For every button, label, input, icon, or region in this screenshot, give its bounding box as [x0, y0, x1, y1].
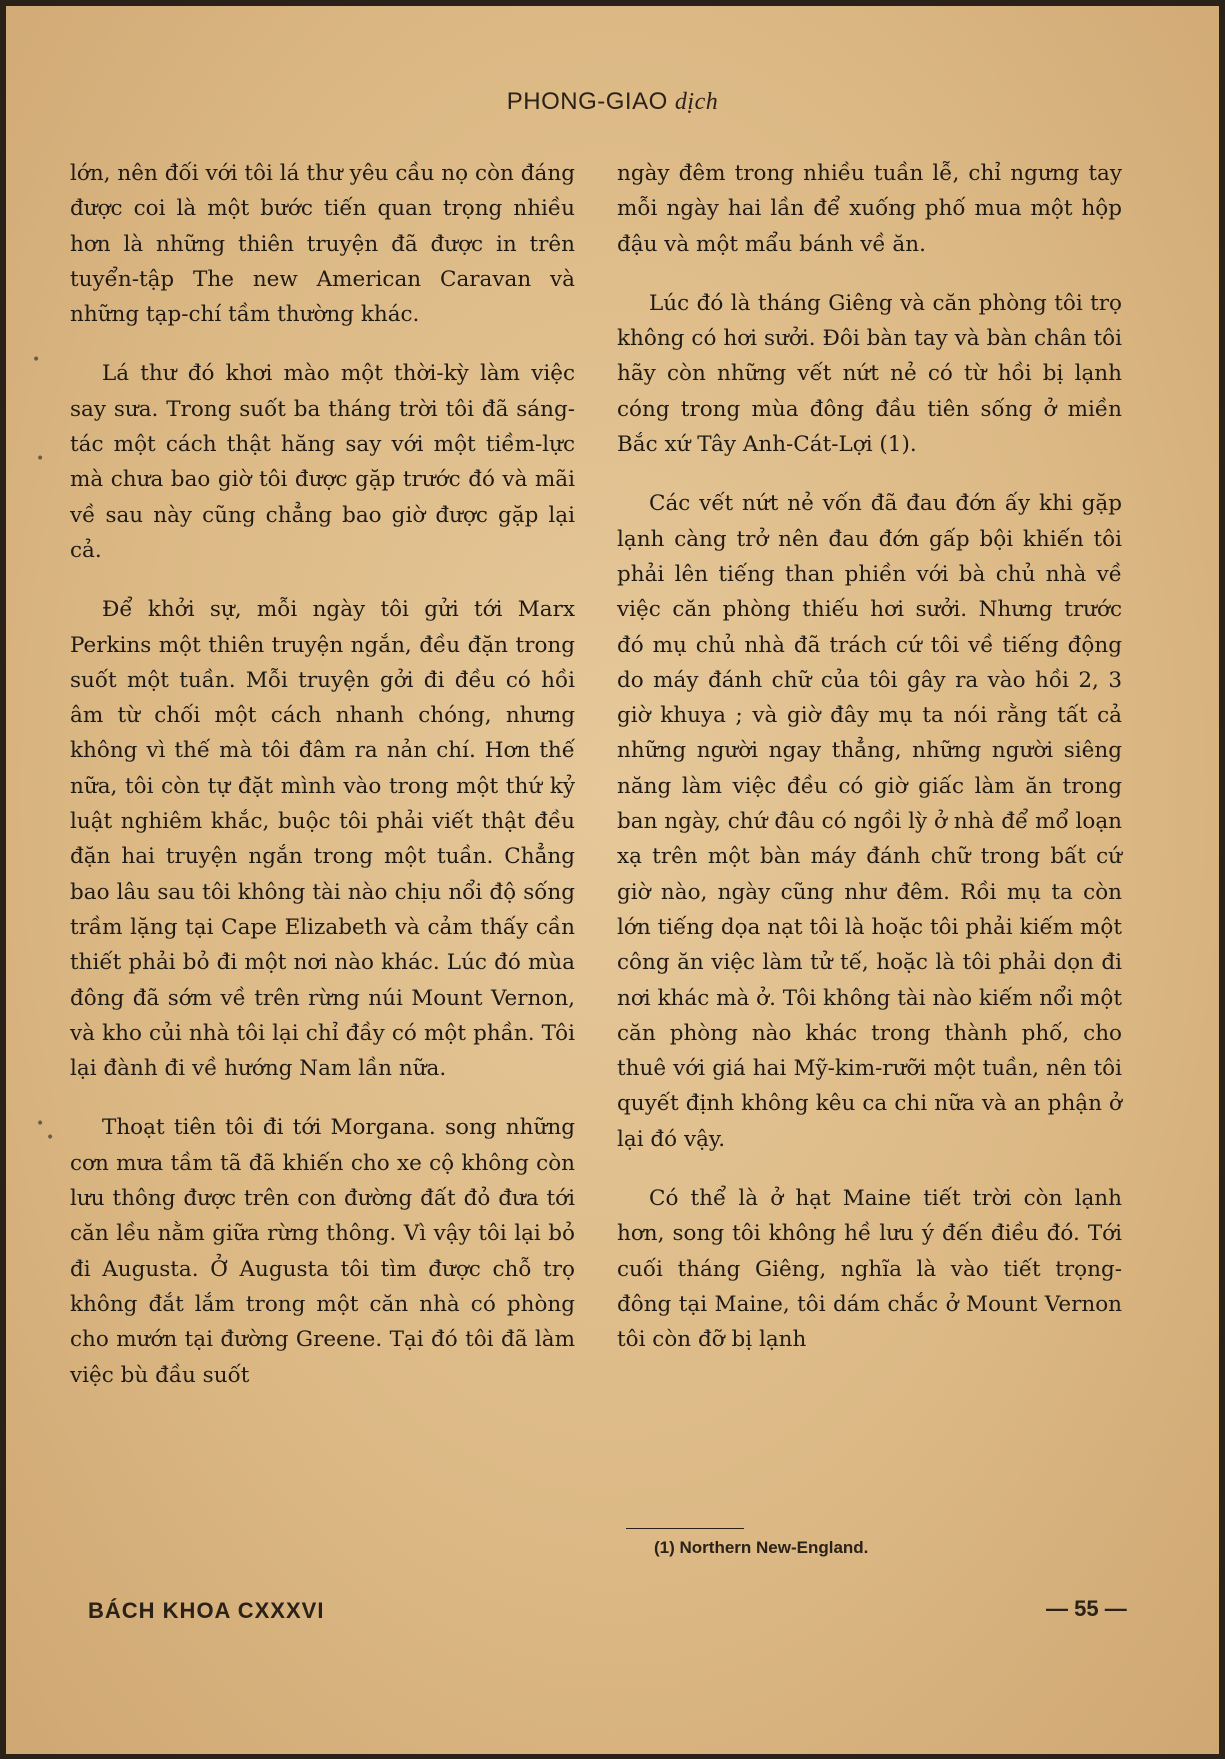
paragraph: Các vết nứt nẻ vốn đã đau đớn ấy khi gặp lạnh càng trở nên đau đớn gấp bội khiến tôi phải lên tiếng than phiền với bà chủ nhà về việc căn phòng thiếu hơi sưởi. Nhưng trước đó mụ chủ nhà đã trách cứ tôi về tiếng động do máy đánh chữ của tôi gây ra vào hồi 2, 3 giờ khuya ; và giờ đây mụ ta nói rằng tất cả những người ngay thẳng, những người siêng năng làm việc đều có giờ giấc làm ăn trong ban ngày, chứ đâu có ngồi lỳ ở nhà để mổ loạn xạ trên một bàn máy đánh chữ trong bất cứ giờ nào, ngày cũng như đêm. Rồi mụ ta còn lớn tiếng dọa nạt tôi là hoặc tôi phải kiếm một công ăn việc làm tử tế, hoặc là tôi phải dọn đi nơi khác mà ở. Tôi không tài nào kiếm nổi một căn phòng nào khác trong thành phố, cho thuê với giá hai Mỹ-kim-rưỡi một tuần, nên tôi quyết định không kêu ca chi nữa và an phận ở lại đó vậy. — [617, 491, 1122, 1152]
margin-mark: • — [32, 352, 41, 368]
right-column — [617, 156, 1122, 1358]
paragraph: Để khởi sự, mỗi ngày tôi gửi tới Marx Perkins một thiên truyện ngắn, đều đặn trong suốt một tuần. Mỗi truyện gởi đi đều có hồi âm từ chối một cách nhanh chóng, nhưng không vì thế mà tôi đâm ra nản chí. Hơn thế nữa, tôi còn tự đặt mình vào trong một thứ kỷ luật nghiêm khắc, buộc tôi phải viết thật đều đặn hai truyện ngắn trong một tuần. Chẳng bao lâu sau tôi không tài nào chịu nổi độ sống trầm lặng tại Cape Elizabeth và cảm thấy cần thiết phải bỏ đi một nơi nào khác. Lúc đó mùa đông đã sớm về trên rừng núi Mount Vernon, và kho củi nhà tôi lại chỉ đầy có một phần. Tôi lại đành đi về hướng Nam lần nữa. — [70, 597, 575, 1082]
running-head — [6, 88, 1219, 116]
paragraph: ngày đêm trong nhiều tuần lễ, chỉ ngưng tay mỗi ngày hai lần để xuống phố mua một hộp đậu và một mẩu bánh về ăn. — [617, 161, 1122, 257]
magazine-page — [6, 6, 1219, 1754]
footnote-rule — [626, 1528, 744, 1529]
page-number: — 55 — — [1046, 1596, 1127, 1621]
paragraph: Lúc đó là tháng Giêng và căn phòng tôi trọ không có hơi sưởi. Đôi bàn tay và bàn chân tôi hãy còn những vết nứt nẻ có từ hồi bị lạnh cóng trong mùa đông đầu tiên sống ở miền Bắc xứ Tây Anh-Cát-Lợi (1). — [617, 290, 1122, 458]
journal-title: BÁCH KHOA CXXXVI — [88, 1598, 325, 1623]
margin-mark: • — [36, 1116, 45, 1132]
paragraph: Lá thư đó khơi mào một thời-kỳ làm việc say sưa. Trong suốt ba tháng trời tôi đã sáng-tác một cách thật hăng say với một tiềm-lực mà chưa bao giờ tôi được gặp trước đó và mãi về sau này cũng chẳng bao giờ được gặp lại cả. — [70, 361, 575, 563]
footnote: (1) Northern New-England. — [654, 1538, 869, 1557]
margin-mark: • — [46, 1130, 55, 1146]
paragraph: lớn, nên đối với tôi lá thư yêu cầu nọ còn đáng được coi là một bước tiến quan trọng nhiều hơn là những thiên truyện đã được in trên tuyển-tập The new American Caravan và những tạp-chí tầm thường khác. — [70, 161, 575, 328]
paragraph: Có thể là ở hạt Maine tiết trời còn lạnh hơn, song tôi không hề lưu ý đến điều đó. Tới cuối tháng Giêng, nghĩa là vào tiết trọng-đông tại Maine, tôi dám chắc ở Mount Vernon tôi còn đỡ bị lạnh — [617, 1186, 1122, 1353]
translator-name: PHONG-GIAO — [506, 88, 668, 115]
paragraph: Thoạt tiên tôi đi tới Morgana. song những cơn mưa tầm tã đã khiến cho xe cộ không còn lưu thông được trên con đường đất đỏ đưa tới căn lều nằm giữa rừng thông. Vì vậy tôi lại bỏ đi Augusta. Ở Augusta tôi tìm được chỗ trọ không đắt lắm trong một căn nhà có phòng cho mướn tại đường Greene. Tại đó tôi đã làm việc bù đầu suốt — [70, 1115, 575, 1388]
translator-role: dịch — [674, 89, 719, 115]
left-column — [70, 156, 575, 1393]
margin-mark: • — [36, 451, 45, 467]
